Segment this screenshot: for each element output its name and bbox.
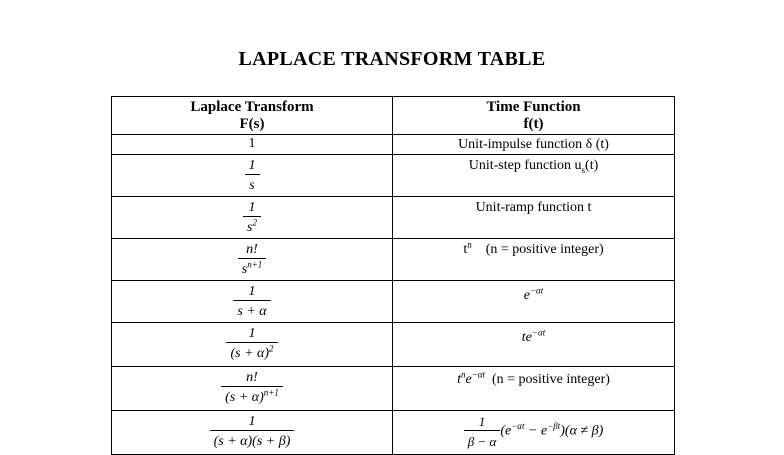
laplace-expression: 1 [248,136,256,151]
time-expression-tail: (t) [585,158,599,173]
laplace-cell [112,367,393,411]
time-cell [393,135,675,155]
time-exponent-2: −βt [547,421,561,432]
denominator-base: (s + α) [230,346,270,361]
fraction-denominator [221,386,283,406]
time-expression-mid: e [465,372,472,387]
column-header-time-symbol: f(t) [523,116,544,132]
table-row [112,281,675,323]
column-header-laplace [112,97,393,135]
table-row [112,197,675,239]
fraction-numerator: 1 [248,158,256,173]
fraction-numerator: 1 [478,414,486,429]
table-row [112,135,675,155]
laplace-fraction [226,325,277,362]
time-cell [393,411,675,455]
time-expression: Unit-step function u [468,158,582,173]
fraction-numerator: 1 [248,414,256,429]
time-expression-tail: )(α ≠ β) [560,423,604,439]
fraction-numerator: n! [246,242,258,257]
page-title: LAPLACE TRANSFORM TABLE [238,48,546,70]
time-cell [393,281,675,323]
time-exponent-2: −αt [471,369,485,380]
time-exponent: n [460,369,466,380]
time-exponent: n [467,239,472,250]
laplace-fraction [221,369,283,406]
table-row [112,367,675,411]
time-exponent: −αt [511,421,525,432]
fraction-denominator [226,342,277,362]
fraction-denominator: s [245,174,260,194]
time-exponent: −αt [531,327,546,338]
laplace-cell [112,411,393,455]
time-expression-tail: (n = positive integer) [471,242,604,257]
denominator-exponent: 2 [252,217,257,228]
time-fraction [464,413,501,450]
time-cell [393,197,675,239]
denominator-exponent: 2 [269,343,274,354]
denominator-base: s [247,220,253,235]
laplace-cell [112,323,393,367]
laplace-fraction [245,157,260,194]
column-header-laplace-title: Laplace Transform [190,99,314,115]
time-cell [393,323,675,367]
laplace-fraction [238,241,267,278]
laplace-fraction [210,413,295,450]
time-expression: Unit-impulse function δ (t) [458,137,609,152]
time-expression: Unit-ramp function t [475,200,592,215]
table-row [112,155,675,197]
time-expression: (e [500,423,512,439]
fraction-numerator: 1 [248,326,256,341]
column-header-time-title: Time Function [486,99,581,115]
column-header-time [393,97,675,135]
denominator-base: s [241,262,248,277]
table-header-row [112,97,675,135]
laplace-cell [112,197,393,239]
time-expression: t [463,242,468,257]
fraction-numerator: 1 [248,200,256,215]
fraction-denominator: (s + α)(s + β) [210,430,295,450]
time-expression: e [523,288,530,303]
denominator-base: (s + α) [225,390,264,405]
column-header-laplace-symbol: F(s) [239,116,265,132]
laplace-cell [112,135,393,155]
fraction-denominator: β − α [464,430,501,450]
fraction-numerator: n! [246,370,258,385]
time-expression: te [521,330,532,345]
time-subscript: s [581,164,586,175]
fraction-denominator: s + α [233,300,270,320]
table-row [112,411,675,455]
time-cell [393,367,675,411]
fraction-denominator [238,258,267,278]
laplace-cell [112,281,393,323]
time-expression-mid: − e [524,423,548,439]
table-row [112,239,675,281]
laplace-cell [112,239,393,281]
laplace-fraction [233,283,270,320]
laplace-fraction [243,199,261,236]
denominator-exponent: n+1 [247,259,263,270]
denominator-exponent: n+1 [263,387,279,398]
fraction-numerator: 1 [248,284,256,299]
table-row [112,323,675,367]
time-exponent: −αt [529,285,544,296]
laplace-cell [112,155,393,197]
time-cell [393,239,675,281]
laplace-table [111,96,675,455]
time-cell [393,155,675,197]
fraction-denominator [243,216,261,236]
time-expression: t [457,372,461,387]
time-expression-tail: (n = positive integer) [485,372,610,387]
